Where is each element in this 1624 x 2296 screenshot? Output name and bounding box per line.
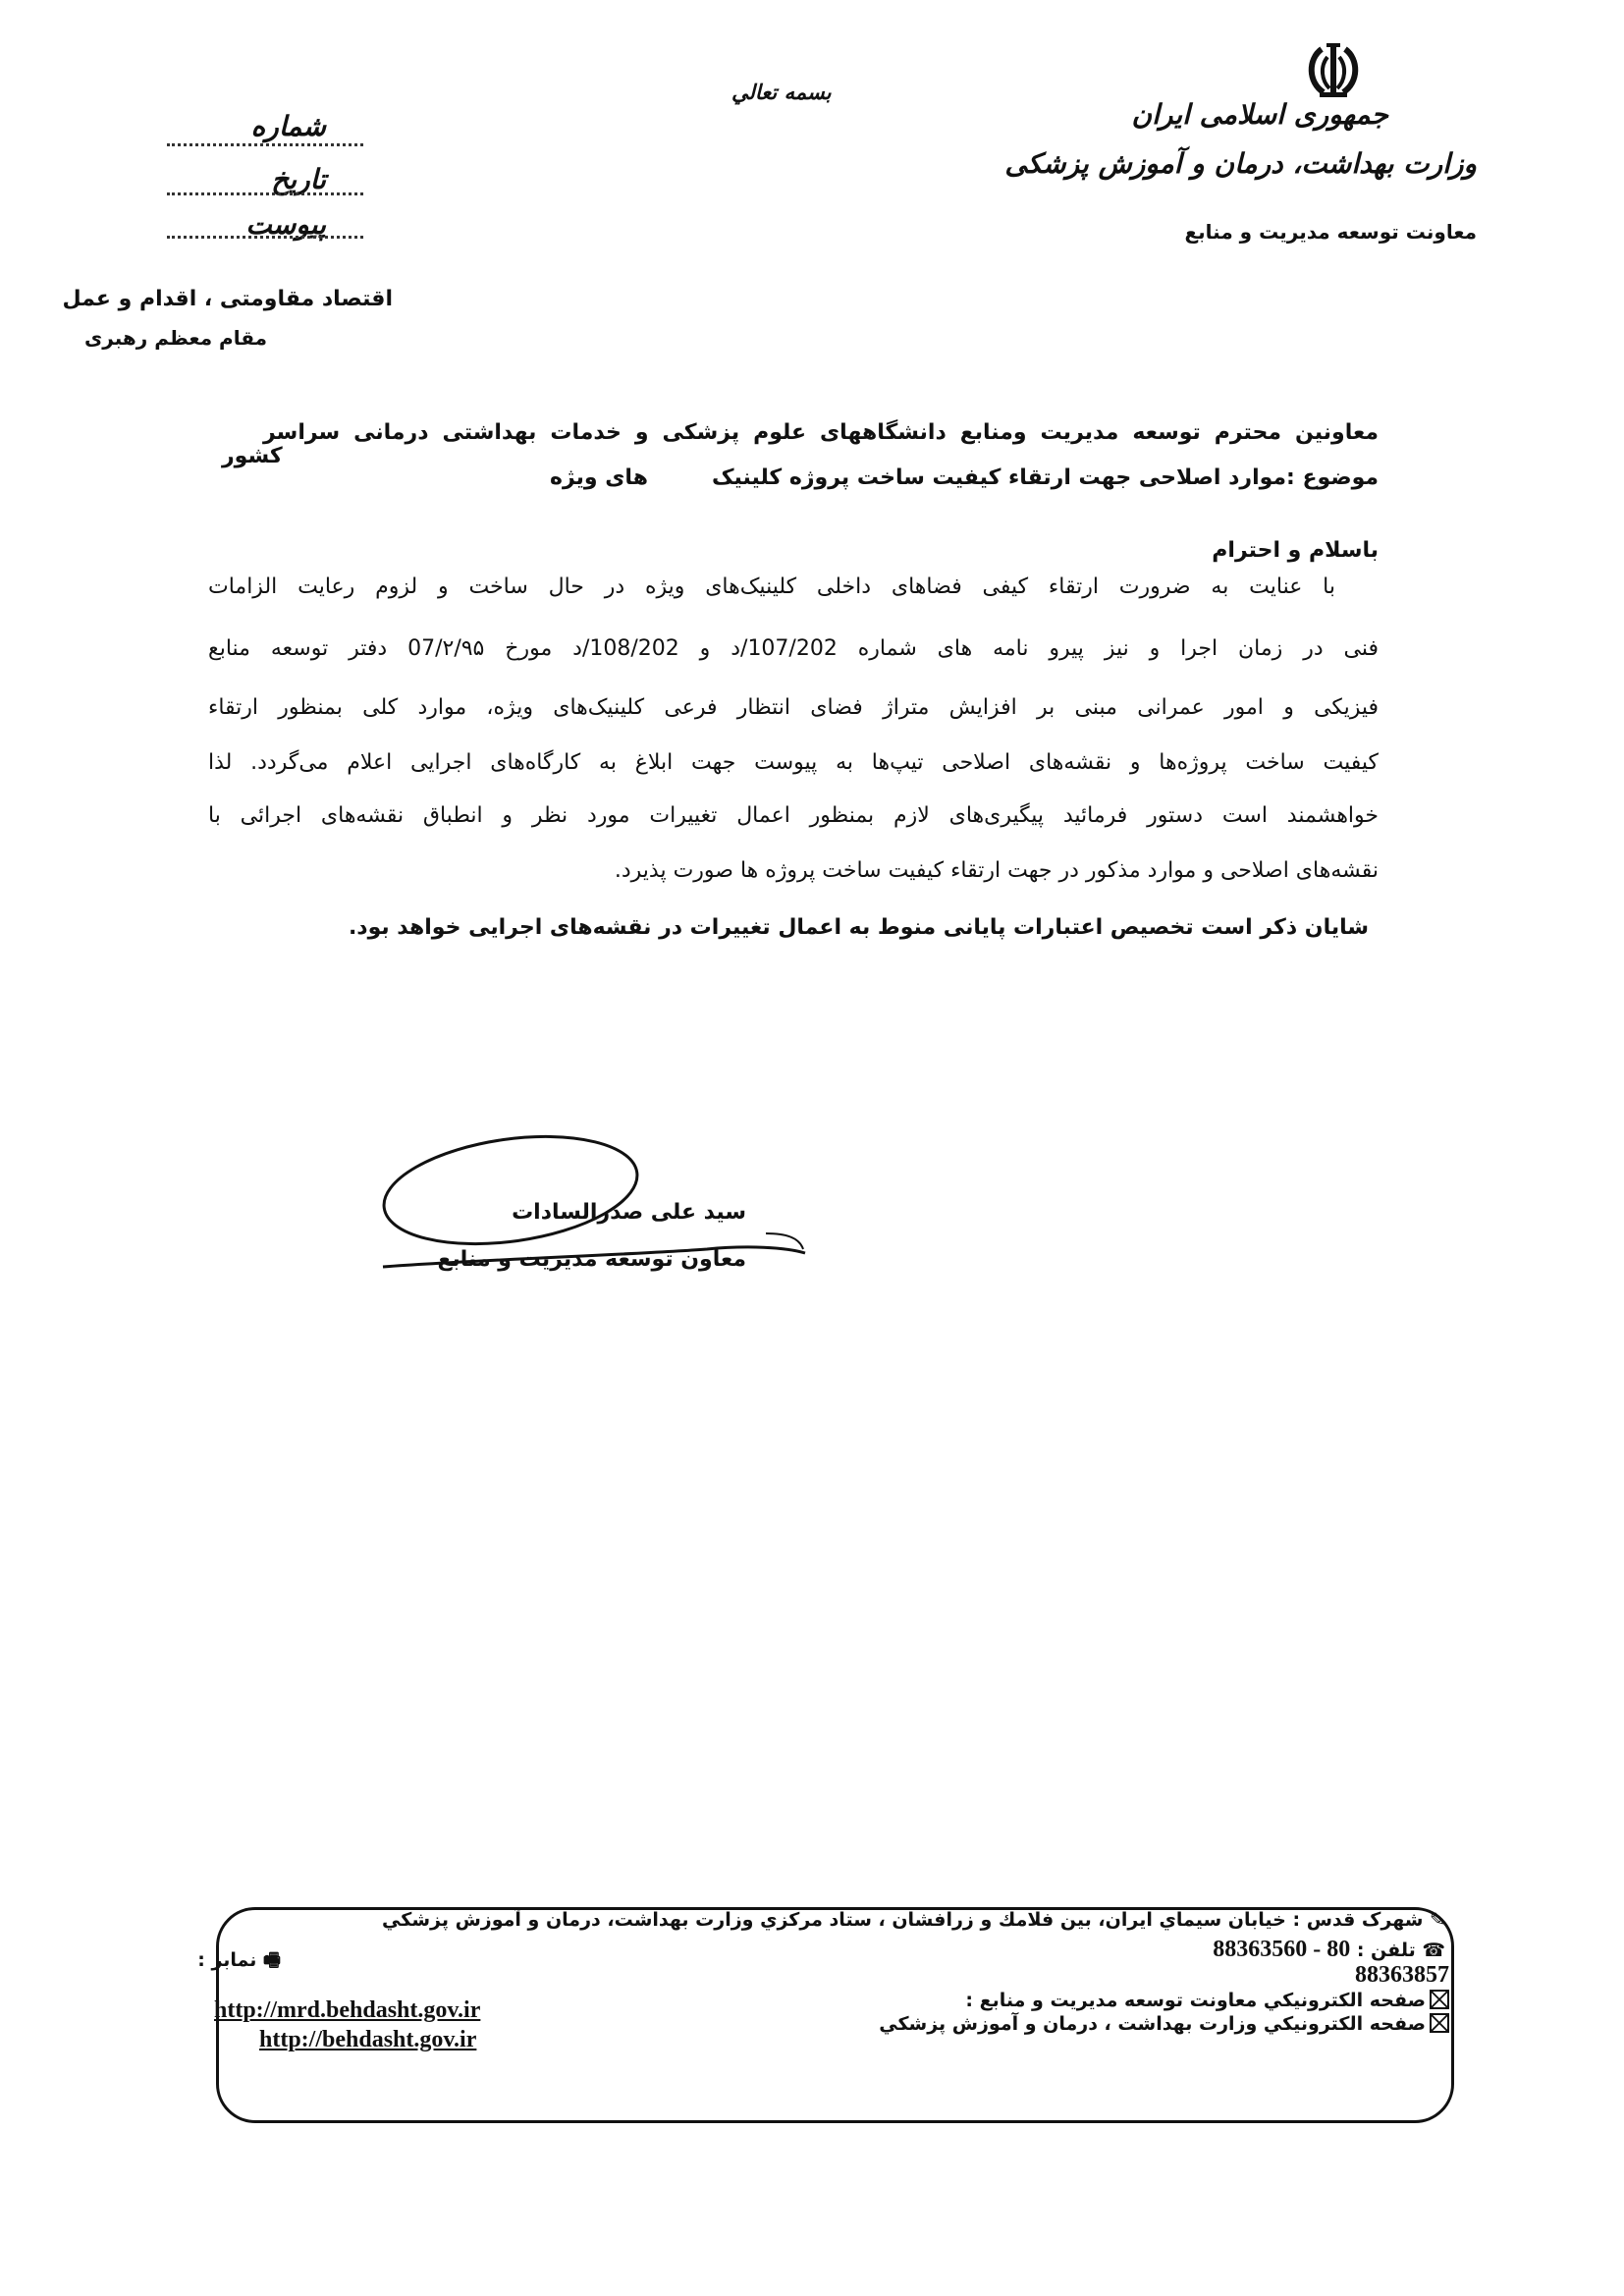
body-line: فیزیکی و امور عمرانی مبنی بر افزایش متراژ فضای انتظار فرعی کلینیک‌های ویژه، موارد کلی بمنظور ارتقاء: [208, 695, 1379, 720]
department-name: معاونت توسعه مدیریت و منابع: [1184, 220, 1477, 244]
body-line: فنی در زمان اجرا و نیز پیرو نامه های شماره 107/202/د و 108/202/د مورخ 07/۲/۹۵ دفتر توسعه منابع: [208, 636, 1380, 661]
footer-fax: 🖷 نمابر :: [197, 1949, 281, 1971]
signatory-title: معاون توسعه مدیریت و منابع: [437, 1247, 746, 1272]
slogan-source: مقام معظم رهبری: [83, 326, 267, 350]
slogan: اقتصاد مقاومتی ، اقدام و عمل: [62, 287, 393, 311]
fax-icon: 🖷: [256, 1949, 281, 1971]
subject-line: موضوع :موارد اصلاحی جهت ارتقاء کیفیت ساخت پروژه کلینیک: [711, 465, 1379, 490]
closing-note: شایان ذکر است تخصیص اعتبارات پایانی منوط به اعمال تغییرات در نقشه‌های اجرایی خواهد بود.: [348, 915, 1369, 940]
number-label: شماره: [250, 110, 326, 142]
emblem-caption: جمهوری اسلامی ایران: [1131, 98, 1388, 131]
footer-address: ✎ شهرک قدس : خيابان سيماي ايران، بين فلامك و زرافشان ، ستاد مركزي وزارت بهداشت، درمان و آموزش پزشكي: [382, 1909, 1445, 1931]
subject-line-continued: های ویژه: [550, 465, 648, 490]
body-line: با عنایت به ضرورت ارتقاء کیفی فضاهای داخلی کلینیک‌های ویژه در حال ساخت و لزوم رعایت الزامات: [208, 574, 1335, 599]
link-mrd-site[interactable]: http://mrd.behdasht.gov.ir: [214, 1997, 481, 2023]
body-line: کیفیت ساخت پروژه‌ها و نقشه‌های اصلاحی تیپ‌ها به پیوست جهت ابلاغ به کارگاه‌های اجرایی اعلام می‌گردد. لذا: [208, 750, 1379, 775]
date-field: [167, 192, 363, 195]
greeting: باسلام و احترام: [1212, 538, 1379, 563]
footer-fax-number: 88363857: [1355, 1962, 1449, 1988]
phone-icon: ☎: [1415, 1940, 1445, 1961]
checkbox-icon: [1430, 1990, 1449, 2009]
body-line: نقشه‌های اصلاحی و موارد مذکور در جهت ارتقاء کیفیت ساخت پروژه ها صورت پذیرد.: [614, 858, 1379, 883]
number-field: [167, 143, 363, 146]
link-ministry-site[interactable]: http://behdasht.gov.ir: [259, 2027, 477, 2052]
bismillah: بسمه تعالي: [731, 81, 832, 104]
attachment-field: [167, 236, 363, 239]
date-label: تاریخ: [271, 163, 326, 195]
body-line: خواهشمند است دستور فرمائید پیگیری‌های لازم بمنظور اعمال تغییرات مورد نظر و انطباق نقشه‌های اجرائی با: [208, 803, 1379, 828]
footer-phone: ☎ تلفن : 88363560 - 80: [1213, 1937, 1445, 1962]
checkbox-icon: [1430, 2013, 1449, 2033]
footer-site2: صفحه الكترونيكي وزارت بهداشت ، درمان و آموزش پزشكي: [879, 2013, 1449, 2035]
signatory-name: سید علی صدرالسادات: [512, 1200, 746, 1225]
pen-icon: ✎: [1423, 1909, 1445, 1931]
attachment-label: پیوست: [245, 208, 326, 241]
iran-emblem-icon: [1306, 41, 1361, 98]
footer-site1: صفحه الكترونيكي معاونت توسعه مديريت و منابع :: [965, 1990, 1449, 2011]
recipient-line-continued: کشور: [222, 444, 283, 468]
recipient-line: معاونین محترم توسعه مدیریت ومنابع دانشگاههای علوم پزشکی و خدمات بهداشتی درمانی سراسر: [263, 420, 1379, 445]
ministry-name: وزارت بهداشت، درمان و آموزش پزشکی: [1004, 147, 1477, 180]
